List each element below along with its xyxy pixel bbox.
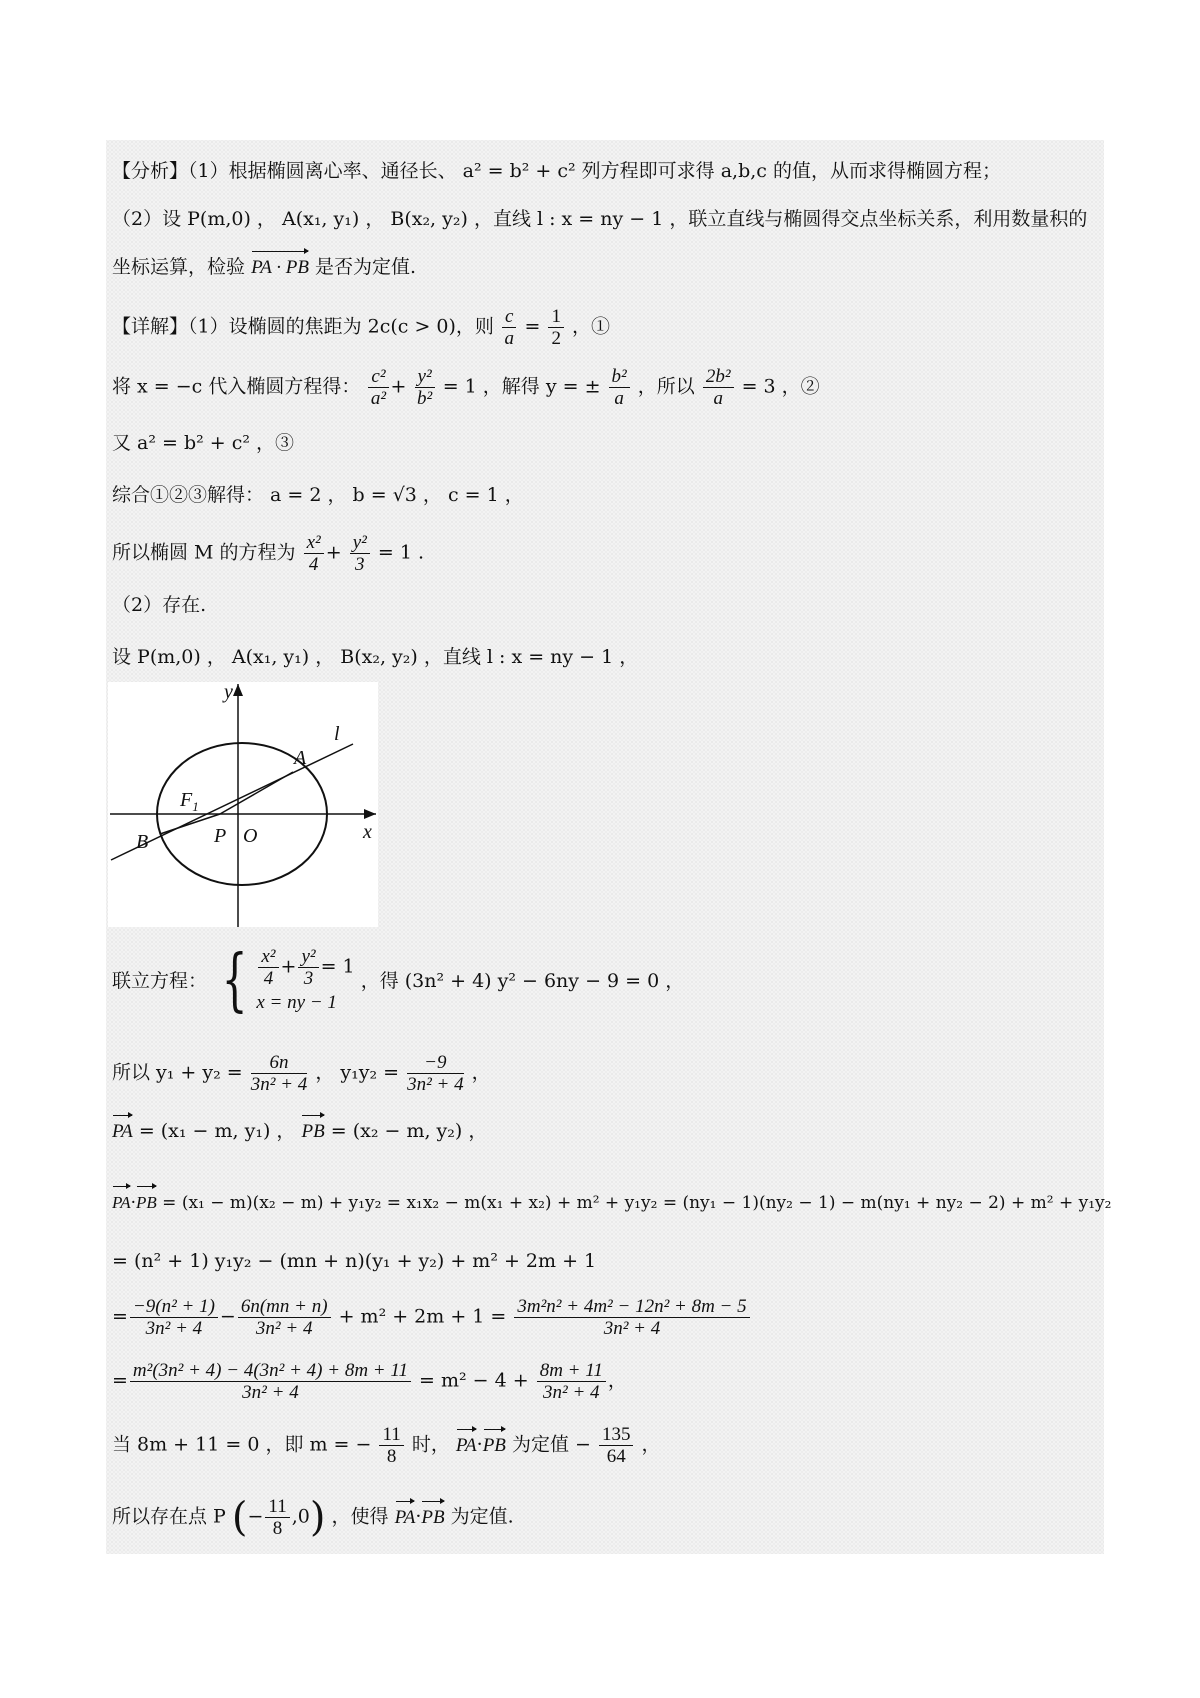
fraction-prod-y: $\frac{-9}{\text{3n² + 4}}$ (407, 1052, 464, 1095)
vectors-line: PA = (x₁ − m, y₁) ， PB = (x₂ − m, y₂) ， (112, 1118, 487, 1145)
detail-part2-setup: 设 P(m,0) ， A(x₁, y₁) ， B(x₂, y₂) ，直线 l : x = ny − 1 ， (112, 646, 639, 668)
fraction-2b2-a: $\frac{\text{2b²}}{a}$ (703, 366, 734, 409)
vieta-line: 所以 y₁ + y₂ = $\frac{6n}{\text{3n² + 4}}$ ， y₁y₂ = $\frac{-9}{\text{3n² + 4}}$ ， (112, 1052, 491, 1095)
detail-part2-label: （2）存在. (112, 594, 207, 616)
brace: { (221, 941, 248, 1020)
label-p: P (214, 825, 227, 847)
label-y: y (224, 682, 233, 703)
analysis-header: 【分析】 (112, 160, 189, 182)
fraction-y2-b2: $\frac{\text{y²}}{\text{b²}}$ (415, 366, 435, 409)
label-x: x (363, 821, 372, 843)
ellipse-diagram (108, 682, 378, 927)
label-o: O (243, 825, 258, 847)
step-1-line: = (n² + 1) y₁y₂ − (mn + n)(y₁ + y₂) + m² + 2m + 1 (112, 1250, 597, 1272)
segment-pa (220, 772, 293, 814)
segment-pb (160, 814, 220, 834)
system-line: 联立方程： { $\frac{\text{x²}}{4}$ + $\frac{\text{y²}}{3}$ = 1 x = ny − 1 ，得 (3n² + 4) y² − 6ny − 9 = 0 ， (112, 941, 685, 1020)
label-l: l (334, 723, 340, 745)
fraction-b2-a: $\frac{\text{b²}}{a}$ (609, 366, 630, 409)
detail-line-2: 将 x = −c 代入椭圆方程得： $\frac{\text{c²}}{\text{a²}}$ + $\frac{\text{y²}}{\text{b²}}$ = 1 ，解得 y = ± $\frac{\text{b²}}{a}$ ，所以 $\frac{\text{2b²}}{a}$ = 3 ，② (112, 366, 820, 409)
equation-system: $\frac{\text{x²}}{4}$ + $\frac{\text{y²}}{3}$ = 1 x = ny − 1 (256, 945, 355, 1013)
fraction-one-half: $\frac{1}{2}$ (548, 306, 564, 349)
detail-header: 【详解】 (112, 315, 189, 338)
x-axis-arrow (364, 809, 376, 819)
conclusion-line-1: 当 8m + 11 = 0 ，即 m = − $\frac{11}{8}$ 时， PA·PB 为定值 − $\frac{135}{64}$ ， (112, 1424, 661, 1467)
detail-line-5: 所以椭圆 M 的方程为 $\frac{\text{x²}}{4}$ + $\frac{\text{y²}}{3}$ = 1 . (112, 532, 425, 575)
label-a: A (294, 747, 307, 769)
vector-pa: PA (112, 1119, 133, 1145)
label-f1: $F_1$ (180, 789, 199, 814)
dot-product-line: PA·PB = (x₁ − m)(x₂ − m) + y₁y₂ = x₁x₂ − m(x₁ + x₂) + m² + y₁y₂ = (ny₁ − 1)(ny₂ − 1) − m(ny₁ + ny₂ − 2) + m² + y₁y₂ (112, 1190, 1111, 1216)
fraction-c-over-a: $\frac{c}{a}$ (502, 306, 516, 349)
fraction-x2-4: $\frac{\text{x²}}{4}$ (304, 532, 324, 575)
step-2-line: = $\frac{\text{−9(n² + 1)}}{\text{3n² + 4}}$ − $\frac{6n(mn + n)}{\text{3n² + 4}}$ + m² + 2m + 1 = $\frac{\text{3m²n² + 4m² − 12n² + 8m − 5}}{\text{3n² + 4}}$ (112, 1296, 752, 1339)
detail-line-3: 又 a² = b² + c² ，③ (112, 432, 295, 454)
conclusion-line-2: 所以存在点 P (− $\frac{11}{8}$ ,0) ，使得 PA·PB 为定值. (112, 1494, 514, 1541)
fraction-y2-3: $\frac{\text{y²}}{3}$ (350, 532, 370, 575)
fraction-c2-a2: $\frac{\text{c²}}{\text{a²}}$ (368, 366, 388, 409)
detail-line-4: 综合①②③解得： a = 2 ， b = √3 ， c = 1 ， (112, 484, 524, 506)
detail-line-1: 【详解】（1）设椭圆的焦距为 2c(c > 0)，则 $\frac{c}{a}$ = $\frac{1}{2}$ ，① (112, 306, 610, 349)
vector-pb: PB (301, 1119, 324, 1145)
analysis-line-3: 坐标运算，检验 PA · PB 是否为定值. (112, 254, 416, 281)
label-b: B (136, 831, 149, 853)
analysis-line-2: （2）设 P(m,0) ， A(x₁, y₁) ， B(x₂, y₂) ，直线 l : x = ny − 1 ，联立直线与椭圆得交点坐标关系，利用数量积的 (112, 208, 1088, 230)
vector-pa-pb: PA · PB (251, 255, 309, 281)
fraction-sum-y: $\frac{6n}{\text{3n² + 4}}$ (250, 1052, 308, 1095)
analysis-line-1: 【分析】（1）根据椭圆离心率、通径长、 a² = b² + c² 列方程即可求得 a,b,c 的值，从而求得椭圆方程； (112, 160, 1001, 182)
y-axis-arrow (233, 684, 243, 696)
step-3-line: = $\frac{\text{m²(3n² + 4) − 4(3n² + 4) + 8m + 11}}{\text{3n² + 4}}$ = m² − 4 + $\frac{8m + 11}{\text{3n² + 4}}$ ， (112, 1360, 627, 1403)
ellipse-figure (108, 682, 378, 927)
